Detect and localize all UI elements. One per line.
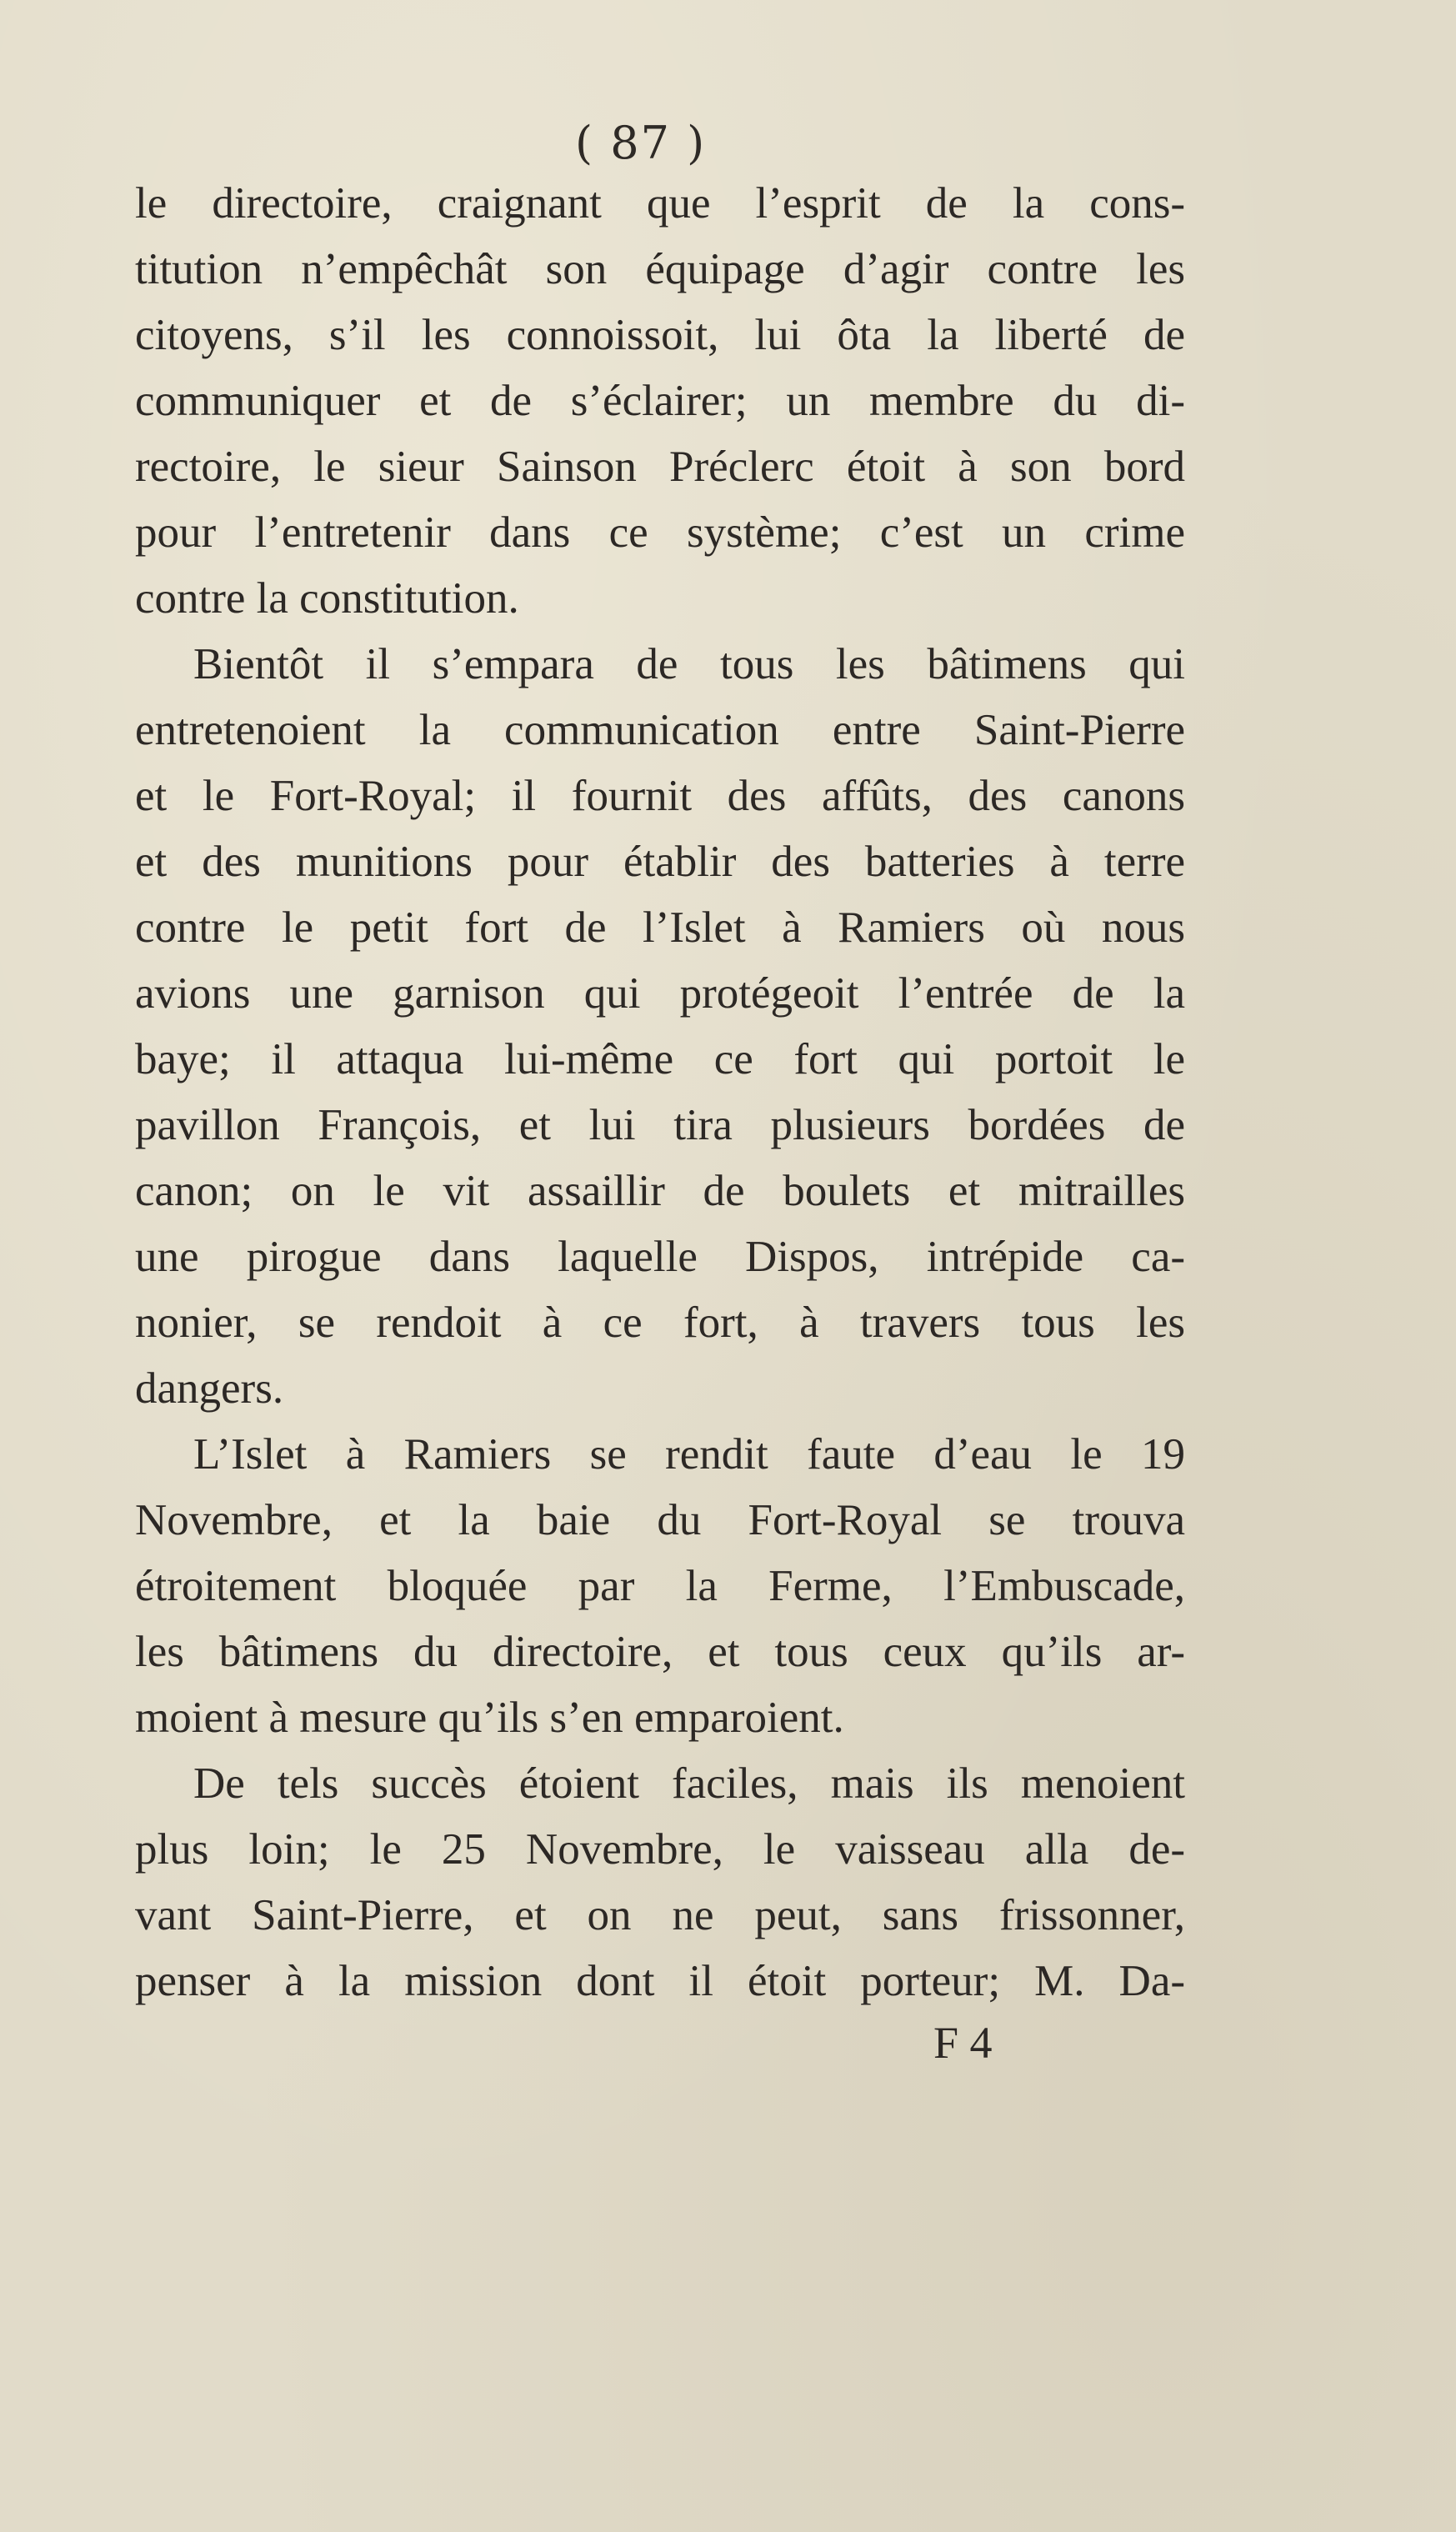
page-number: ( 87 )	[575, 117, 707, 169]
text-line: dangers.	[135, 1364, 284, 1413]
text-line: moient à mesure qu’ils s’en emparoient.	[135, 1694, 844, 1742]
signature-mark: F 4	[933, 2018, 993, 2068]
body-text	[135, 171, 1185, 2014]
text-line: vant Saint-Pierre, et on ne peut, sans frissonner,	[135, 1891, 1185, 1939]
text-line: contre la constitution.	[135, 574, 519, 623]
text-line: rectoire, le sieur Sainson Préclerc étoit à son bord	[135, 443, 1185, 491]
text-line: étroitement bloquée par la Ferme, l’Embuscade,	[135, 1562, 1185, 1610]
text-line: canon; on le vit assaillir de boulets et mitrailles	[135, 1167, 1185, 1215]
text-line: baye; il attaqua lui-même ce fort qui portoit le	[135, 1035, 1185, 1083]
text-line: avions une garnison qui protégeoit l’entrée de la	[135, 969, 1185, 1018]
text-line: et des munitions pour établir des batteries à terre	[135, 838, 1185, 886]
text-line: Novembre, et la baie du Fort-Royal se trouva	[135, 1496, 1185, 1544]
text-line: une pirogue dans laquelle Dispos, intrépide ca-	[135, 1233, 1185, 1281]
text-line: penser à la mission dont il étoit porteur; M. Da-	[135, 1957, 1185, 2005]
text-line: nonier, se rendoit à ce fort, à travers tous les	[135, 1299, 1185, 1347]
text-line: plus loin; le 25 Novembre, le vaisseau alla de-	[135, 1825, 1185, 1874]
text-line: pour l’entretenir dans ce système; c’est un crime	[135, 508, 1185, 557]
text-line: titution n’empêchât son équipage d’agir contre les	[135, 245, 1185, 293]
text-line: communiquer et de s’éclairer; un membre du di-	[135, 377, 1185, 425]
text-line: pavillon François, et lui tira plusieurs bordées de	[135, 1101, 1185, 1149]
text-line: et le Fort-Royal; il fournit des affûts, des canons	[135, 772, 1185, 820]
text-line: Bientôt il s’empara de tous les bâtimens qui	[193, 640, 1185, 688]
text-line: contre le petit fort de l’Islet à Ramiers où nous	[135, 903, 1185, 952]
text-line: entretenoient la communication entre Saint-Pierre	[135, 706, 1185, 754]
text-line: De tels succès étoient faciles, mais ils menoient	[193, 1759, 1185, 1808]
text-line: le directoire, craignant que l’esprit de la cons-	[135, 179, 1185, 228]
text-line: les bâtimens du directoire, et tous ceux qu’ils ar-	[135, 1628, 1185, 1676]
text-line: L’Islet à Ramiers se rendit faute d’eau le 19	[193, 1430, 1185, 1479]
text-line: citoyens, s’il les connoissoit, lui ôta la liberté de	[135, 311, 1185, 359]
